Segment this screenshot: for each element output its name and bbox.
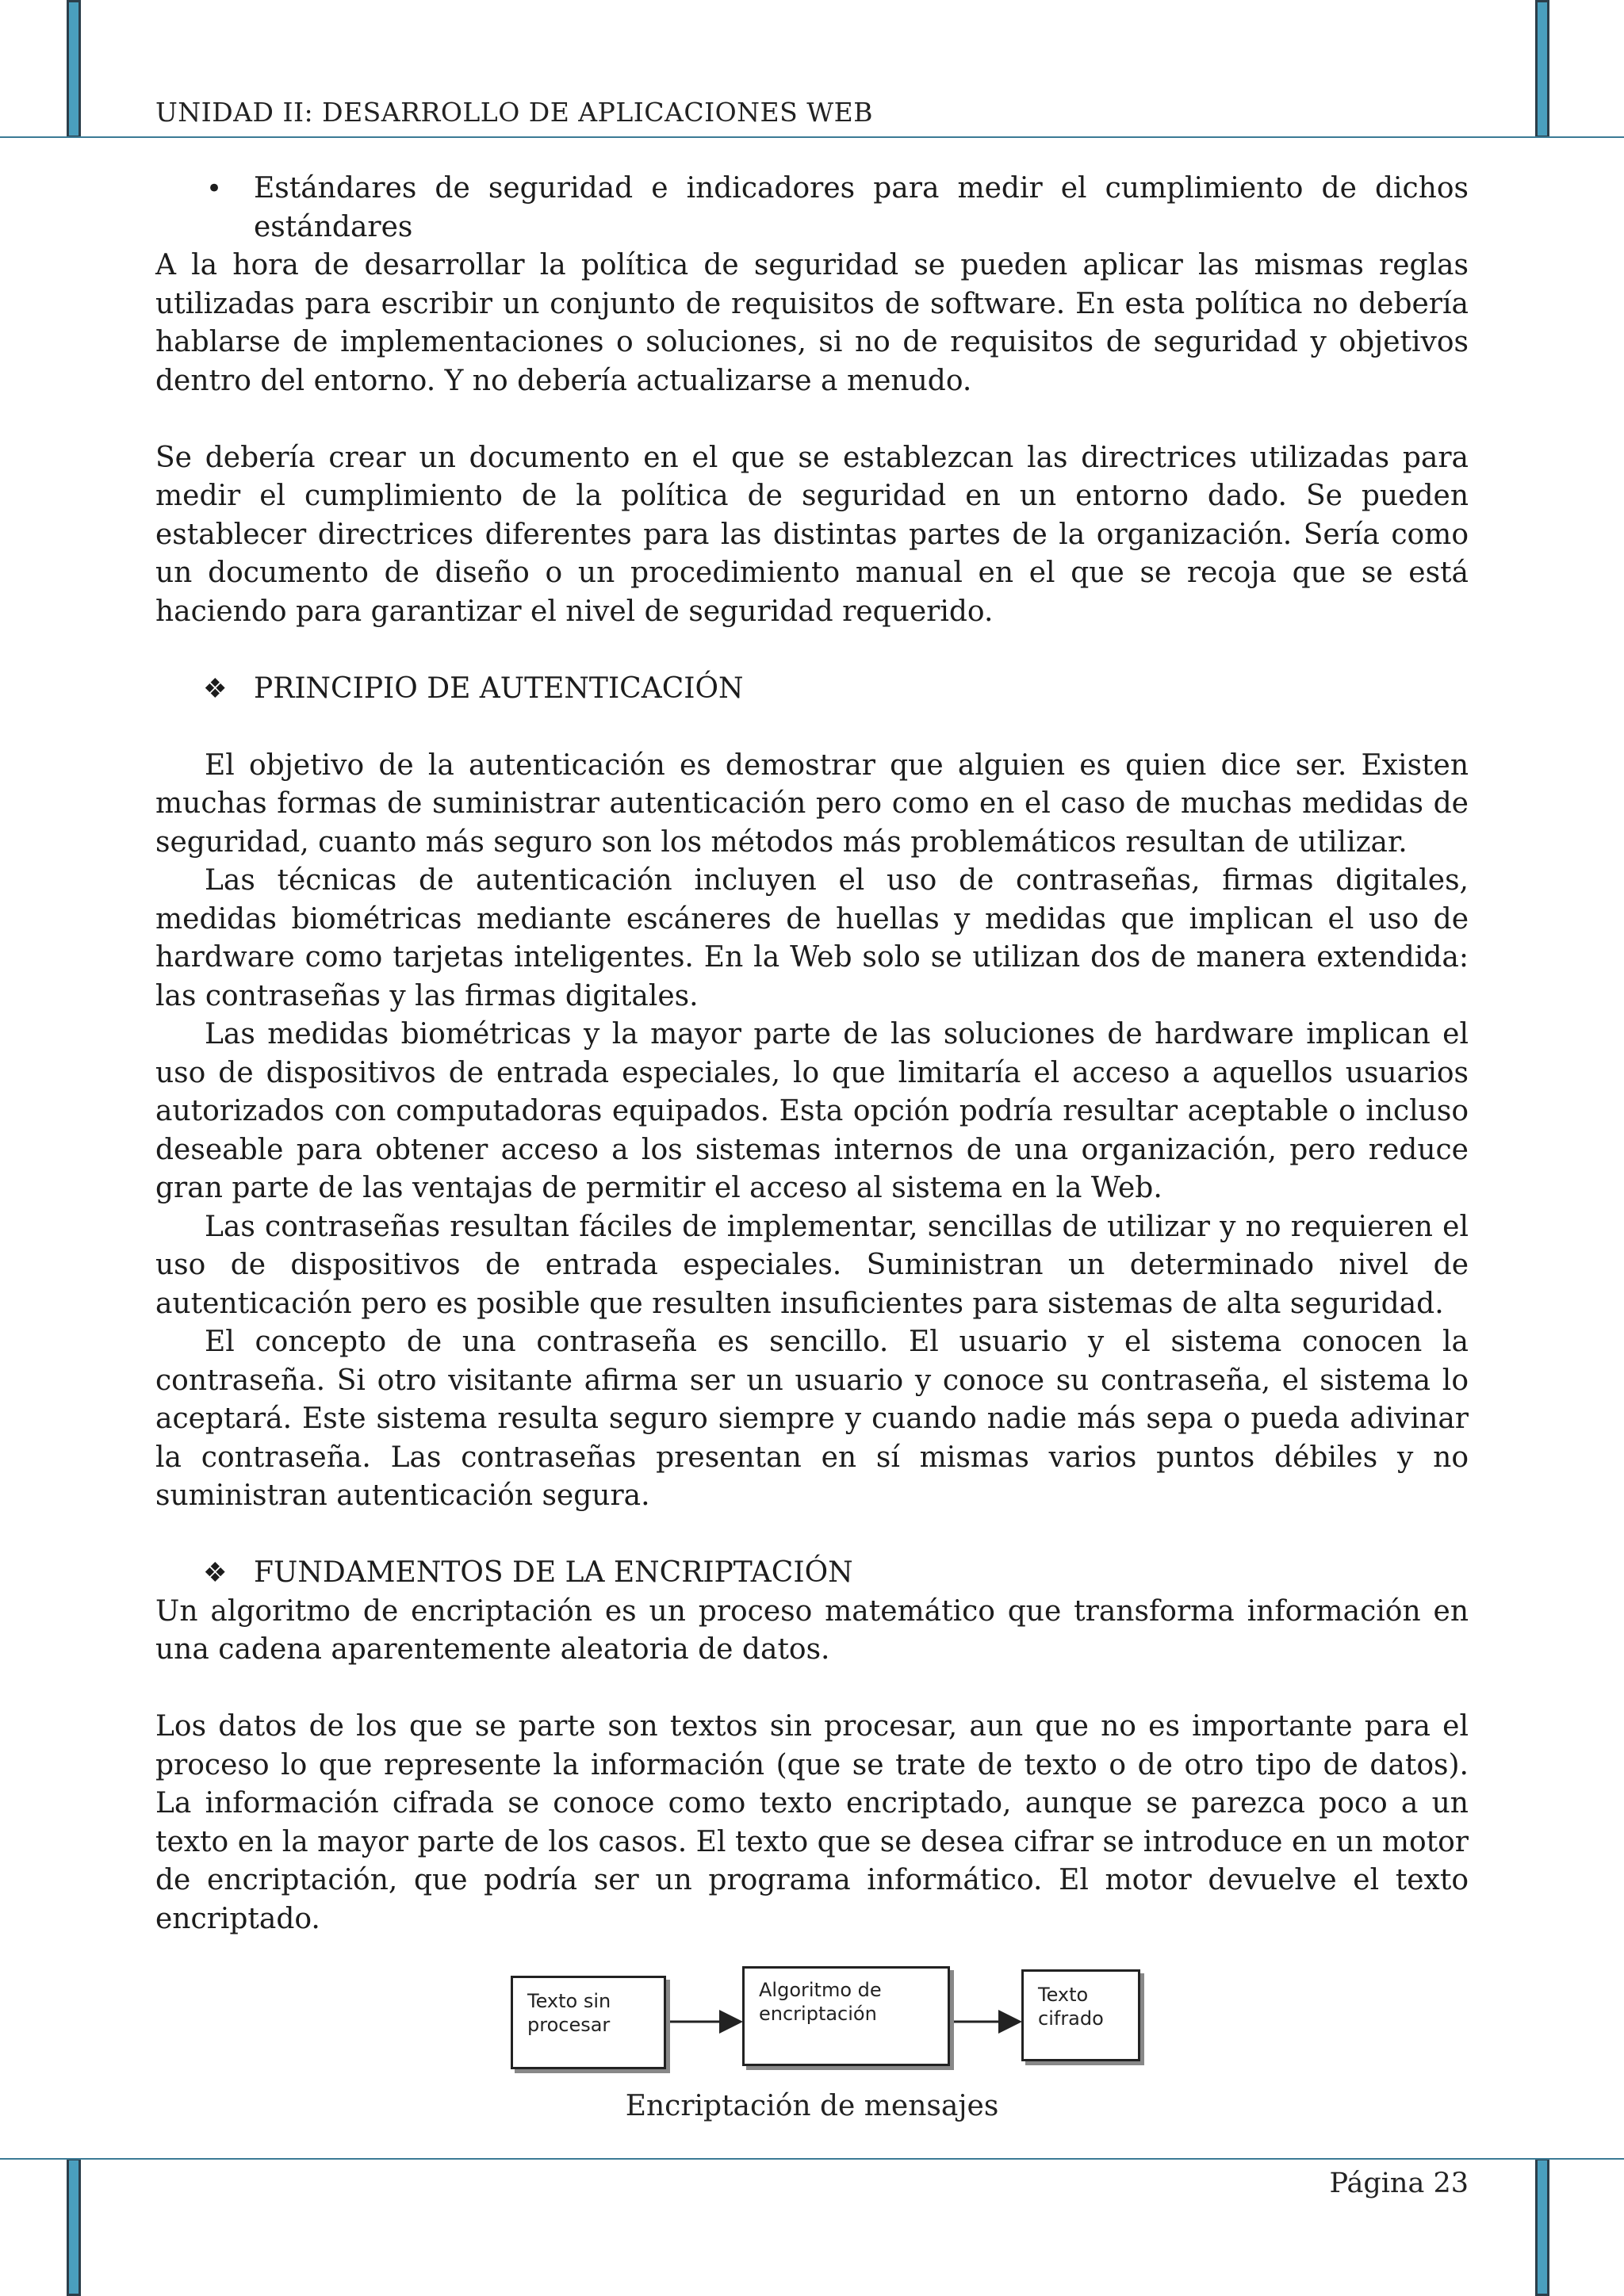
section-heading (155, 1554, 1469, 1593)
diamond-bullet-icon: ❖ (203, 672, 228, 705)
bullet-item (155, 170, 1469, 247)
header-rule (0, 136, 1624, 138)
paragraph: Las medidas biométricas y la mayor parte de las soluciones de hardware implican el uso de dispositivos de entrada especiales, lo que limitaría el acceso a aquellos usuarios autorizados con computadoras equipados. Esta opción podría resultar aceptable o incluso deseable para obtener acceso a los sistemas internos de una organización, pero reduce gran parte de las ventajas de permitir el acceso al sistema en la Web. (155, 1018, 1469, 1204)
footer-rule (0, 2158, 1624, 2160)
corner-bar-bottom-left (67, 2158, 81, 2296)
running-header: UNIDAD II: DESARROLLO DE APLICACIONES WEB (155, 97, 874, 128)
section-heading (155, 670, 1469, 709)
bullet-dot-icon: • (206, 173, 223, 205)
paragraph: A la hora de desarrollar la política de seguridad se pueden aplicar las mismas reglas utilizadas para escribir un conjunto de requisitos de software. En esta política no debería hablarse de implementaciones o soluciones, si no de requisitos de seguridad y objetivos dentro del entorno. Y no debería actualizarse a menudo. (155, 249, 1469, 397)
page-body (155, 170, 1469, 1938)
plaintext-box: Texto sin procesar (511, 1976, 666, 2069)
corner-bar-bottom-right (1535, 2158, 1549, 2296)
section-heading-text: PRINCIPIO DE AUTENTICACIÓN (254, 672, 744, 705)
bullet-text: Estándares de seguridad e indicadores para medir el cumplimiento de dichos estándares (254, 172, 1469, 243)
diamond-bullet-icon: ❖ (203, 1557, 228, 1589)
encryption-diagram (508, 1966, 1142, 2069)
figure-caption: Encriptación de mensajes (625, 2090, 999, 2122)
paragraph: El objetivo de la autenticación es demostrar que alguien es quien dice ser. Existen muchas formas de suministrar autenticación pero como en el caso de muchas medidas de seguridad, cuanto más seguro son los métodos más problemáticos resultan de utilizar. (155, 748, 1469, 859)
paragraph: Los datos de los que se parte son textos sin procesar, aun que no es importante para el proceso lo que represente la información (que se trate de texto o de otro tipo de datos). La información cifrada se conoce como texto encriptado, aunque se parezca poco a un texto en la mayor parte de los casos. El texto que se desea cifrar se introduce en un motor de encriptación, que podría ser un programa informático. El motor devuelve el texto encriptado. (155, 1710, 1469, 1935)
ciphertext-box: Texto cifrado (1021, 1969, 1140, 2061)
algorithm-box: Algoritmo de encriptación (742, 1966, 950, 2066)
section-heading-text: FUNDAMENTOS DE LA ENCRIPTACIÓN (254, 1556, 853, 1589)
paragraph: Un algoritmo de encriptación es un proceso matemático que transforma información en una cadena aparentemente aleatoria de datos. (155, 1594, 1469, 1666)
corner-bar-top-left (67, 0, 81, 138)
paragraph: Las técnicas de autenticación incluyen el uso de contraseñas, firmas digitales, medidas biométricas mediante escáneres de huellas y medidas que implican el uso de hardware como tarjetas inteligentes. En la Web solo se utilizan dos de manera extendida: las contraseñas y las firmas digitales. (155, 864, 1469, 1012)
paragraph: Se debería crear un documento en el que se establezcan las directrices utilizadas para medir el cumplimiento de la política de seguridad en un entorno dado. Se pueden establecer directrices diferentes para las distintas partes de la organización. Sería como un documento de diseño o un procedimiento manual en el que se recoja que se está haciendo para garantizar el nivel de seguridad requerido. (155, 441, 1469, 628)
page-number: Página 23 (1329, 2168, 1469, 2199)
paragraph: El concepto de una contraseña es sencillo. El usuario y el sistema conocen la contraseña. Si otro visitante afirma ser un usuario y conoce su contraseña, el sistema lo aceptará. Este sistema resulta seguro siempre y cuando nadie más sepa o pueda adivinar la contraseña. Las contraseñas presentan en sí mismas varios puntos débiles y no suministran autenticación segura. (155, 1326, 1469, 1512)
corner-bar-top-right (1535, 0, 1549, 138)
paragraph: Las contraseñas resultan fáciles de implementar, sencillas de utilizar y no requieren el uso de dispositivos de entrada especiales. Suministran un determinado nivel de autenticación pero es posible que resulten insuficientes para sistemas de alta seguridad. (155, 1210, 1469, 1320)
